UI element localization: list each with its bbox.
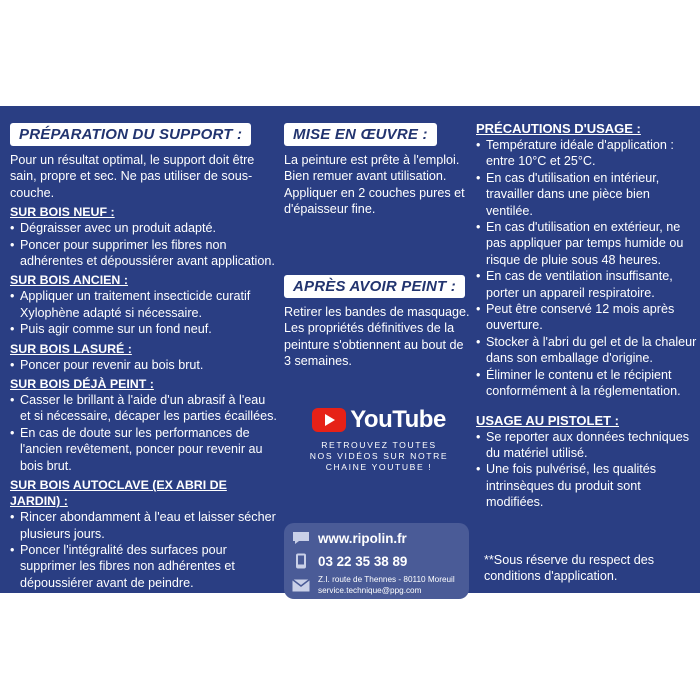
list-item: • Une fois pulvérisé, les qualités intrinsèques du produit sont modifiées. [476, 461, 698, 510]
list-item: • En cas de doute sur les performances de l'ancien revêtement, poncer pour revenir au bois brut. [10, 425, 278, 474]
email-address[interactable]: service.technique@ppg.com [318, 585, 422, 595]
section-list [10, 220, 278, 269]
list-item: • Rincer abondamment à l'eau et laisser sécher plusieurs jours. [10, 509, 278, 542]
section-list [10, 509, 278, 591]
footnote: **Sous réserve du respect des conditions d'application. [484, 553, 655, 584]
youtube-play-icon [312, 408, 346, 432]
list-item: • Dégraisser avec un produit adapté. [10, 220, 278, 236]
precautions-heading: PRÉCAUTIONS D'USAGE : [476, 121, 641, 136]
list-item: • Poncer pour revenir au bois brut. [10, 357, 278, 373]
after-painting-text: Retirer les bandes de masquage. Les propriétés définitives de la peinture s'obtiennent au bout de 3 semaines. [284, 305, 470, 369]
precautions-column [476, 121, 698, 593]
website-link[interactable]: www.ripolin.fr [318, 530, 407, 546]
section-list [10, 392, 278, 474]
section-heading: SUR BOIS DÉJÀ PEINT : [10, 377, 154, 392]
phone-icon [292, 554, 310, 568]
preparation-title: PRÉPARATION DU SUPPORT : [10, 123, 251, 146]
spray-list [476, 429, 698, 511]
section-heading: SUR BOIS LASURÉ : [10, 341, 132, 356]
list-item: • Stocker à l'abri du gel et de la chaleur dans son emballage d'origine. [476, 334, 698, 367]
preparation-intro: Pour un résultat optimal, le support doit être sain, propre et sec. Ne pas utiliser de sous-couche. [10, 153, 255, 200]
list-item: • Éliminer le contenu et le récipient conformément à la réglementation. [476, 367, 698, 400]
mail-icon [292, 579, 310, 593]
preparation-column [10, 123, 278, 591]
list-item: • En cas d'utilisation en intérieur, travailler dans une pièce bien ventilée. [476, 170, 698, 219]
contact-box [284, 523, 469, 599]
section-heading: SUR BOIS NEUF : [10, 205, 115, 220]
list-item: • En cas d'utilisation en extérieur, ne pas appliquer par temps humide ou risque de pluie sous 48 heures. [476, 219, 698, 268]
list-item: • Puis agir comme sur un fond neuf. [10, 321, 278, 337]
list-item: • Poncer pour supprimer les fibres non adhérentes et dépoussiérer avant application. [10, 237, 278, 270]
section-list [10, 357, 278, 373]
chat-icon [292, 531, 310, 545]
list-item: • Casser le brillant à l'aide d'un abrasif à l'eau et si nécessaire, décaper les parties écaillées. [10, 392, 278, 425]
list-item: • Peut être conservé 12 mois après ouverture. [476, 301, 698, 334]
list-item: • En cas de ventilation insuffisante, porter un appareil respiratoire. [476, 268, 698, 301]
list-item: • Poncer l'intégralité des surfaces pour supprimer les fibres non adhérentes et dépoussiérer avant de peindre. [10, 542, 278, 591]
label-panel [0, 106, 700, 593]
list-item: • Température idéale d'application : entre 10°C et 25°C. [476, 137, 698, 170]
list-item: • Appliquer un traitement insecticide curatif Xylophène adapté si nécessaire. [10, 288, 278, 321]
spray-heading: USAGE AU PISTOLET : [476, 412, 620, 428]
section-list [10, 288, 278, 337]
postal-address: Z.I. route de Thennes - 80110 Moreuil [318, 575, 455, 584]
list-item: • Se reporter aux données techniques du matériel utilisé. [476, 429, 698, 462]
section-heading: SUR BOIS AUTOCLAVE (EX ABRI DE JARDIN) : [10, 478, 227, 509]
application-text: La peinture est prête à l'emploi. Bien remuer avant utilisation. Appliquer en 2 couches pures et d'épaisseur fine. [284, 153, 465, 217]
precautions-list [476, 137, 698, 400]
youtube-block[interactable] [284, 406, 474, 473]
section-heading: SUR BOIS ANCIEN : [10, 273, 128, 288]
application-title: MISE EN ŒUVRE : [284, 123, 437, 146]
youtube-logo: YouTube [350, 406, 446, 433]
phone-number[interactable]: 03 22 35 38 89 [318, 553, 408, 569]
application-column [284, 123, 474, 599]
after-painting-title: APRÈS AVOIR PEINT : [284, 275, 465, 298]
youtube-caption: RETROUVEZ TOUTES NOS VIDÉOS SUR NOTRE CHAINE YOUTUBE ! [309, 440, 449, 472]
